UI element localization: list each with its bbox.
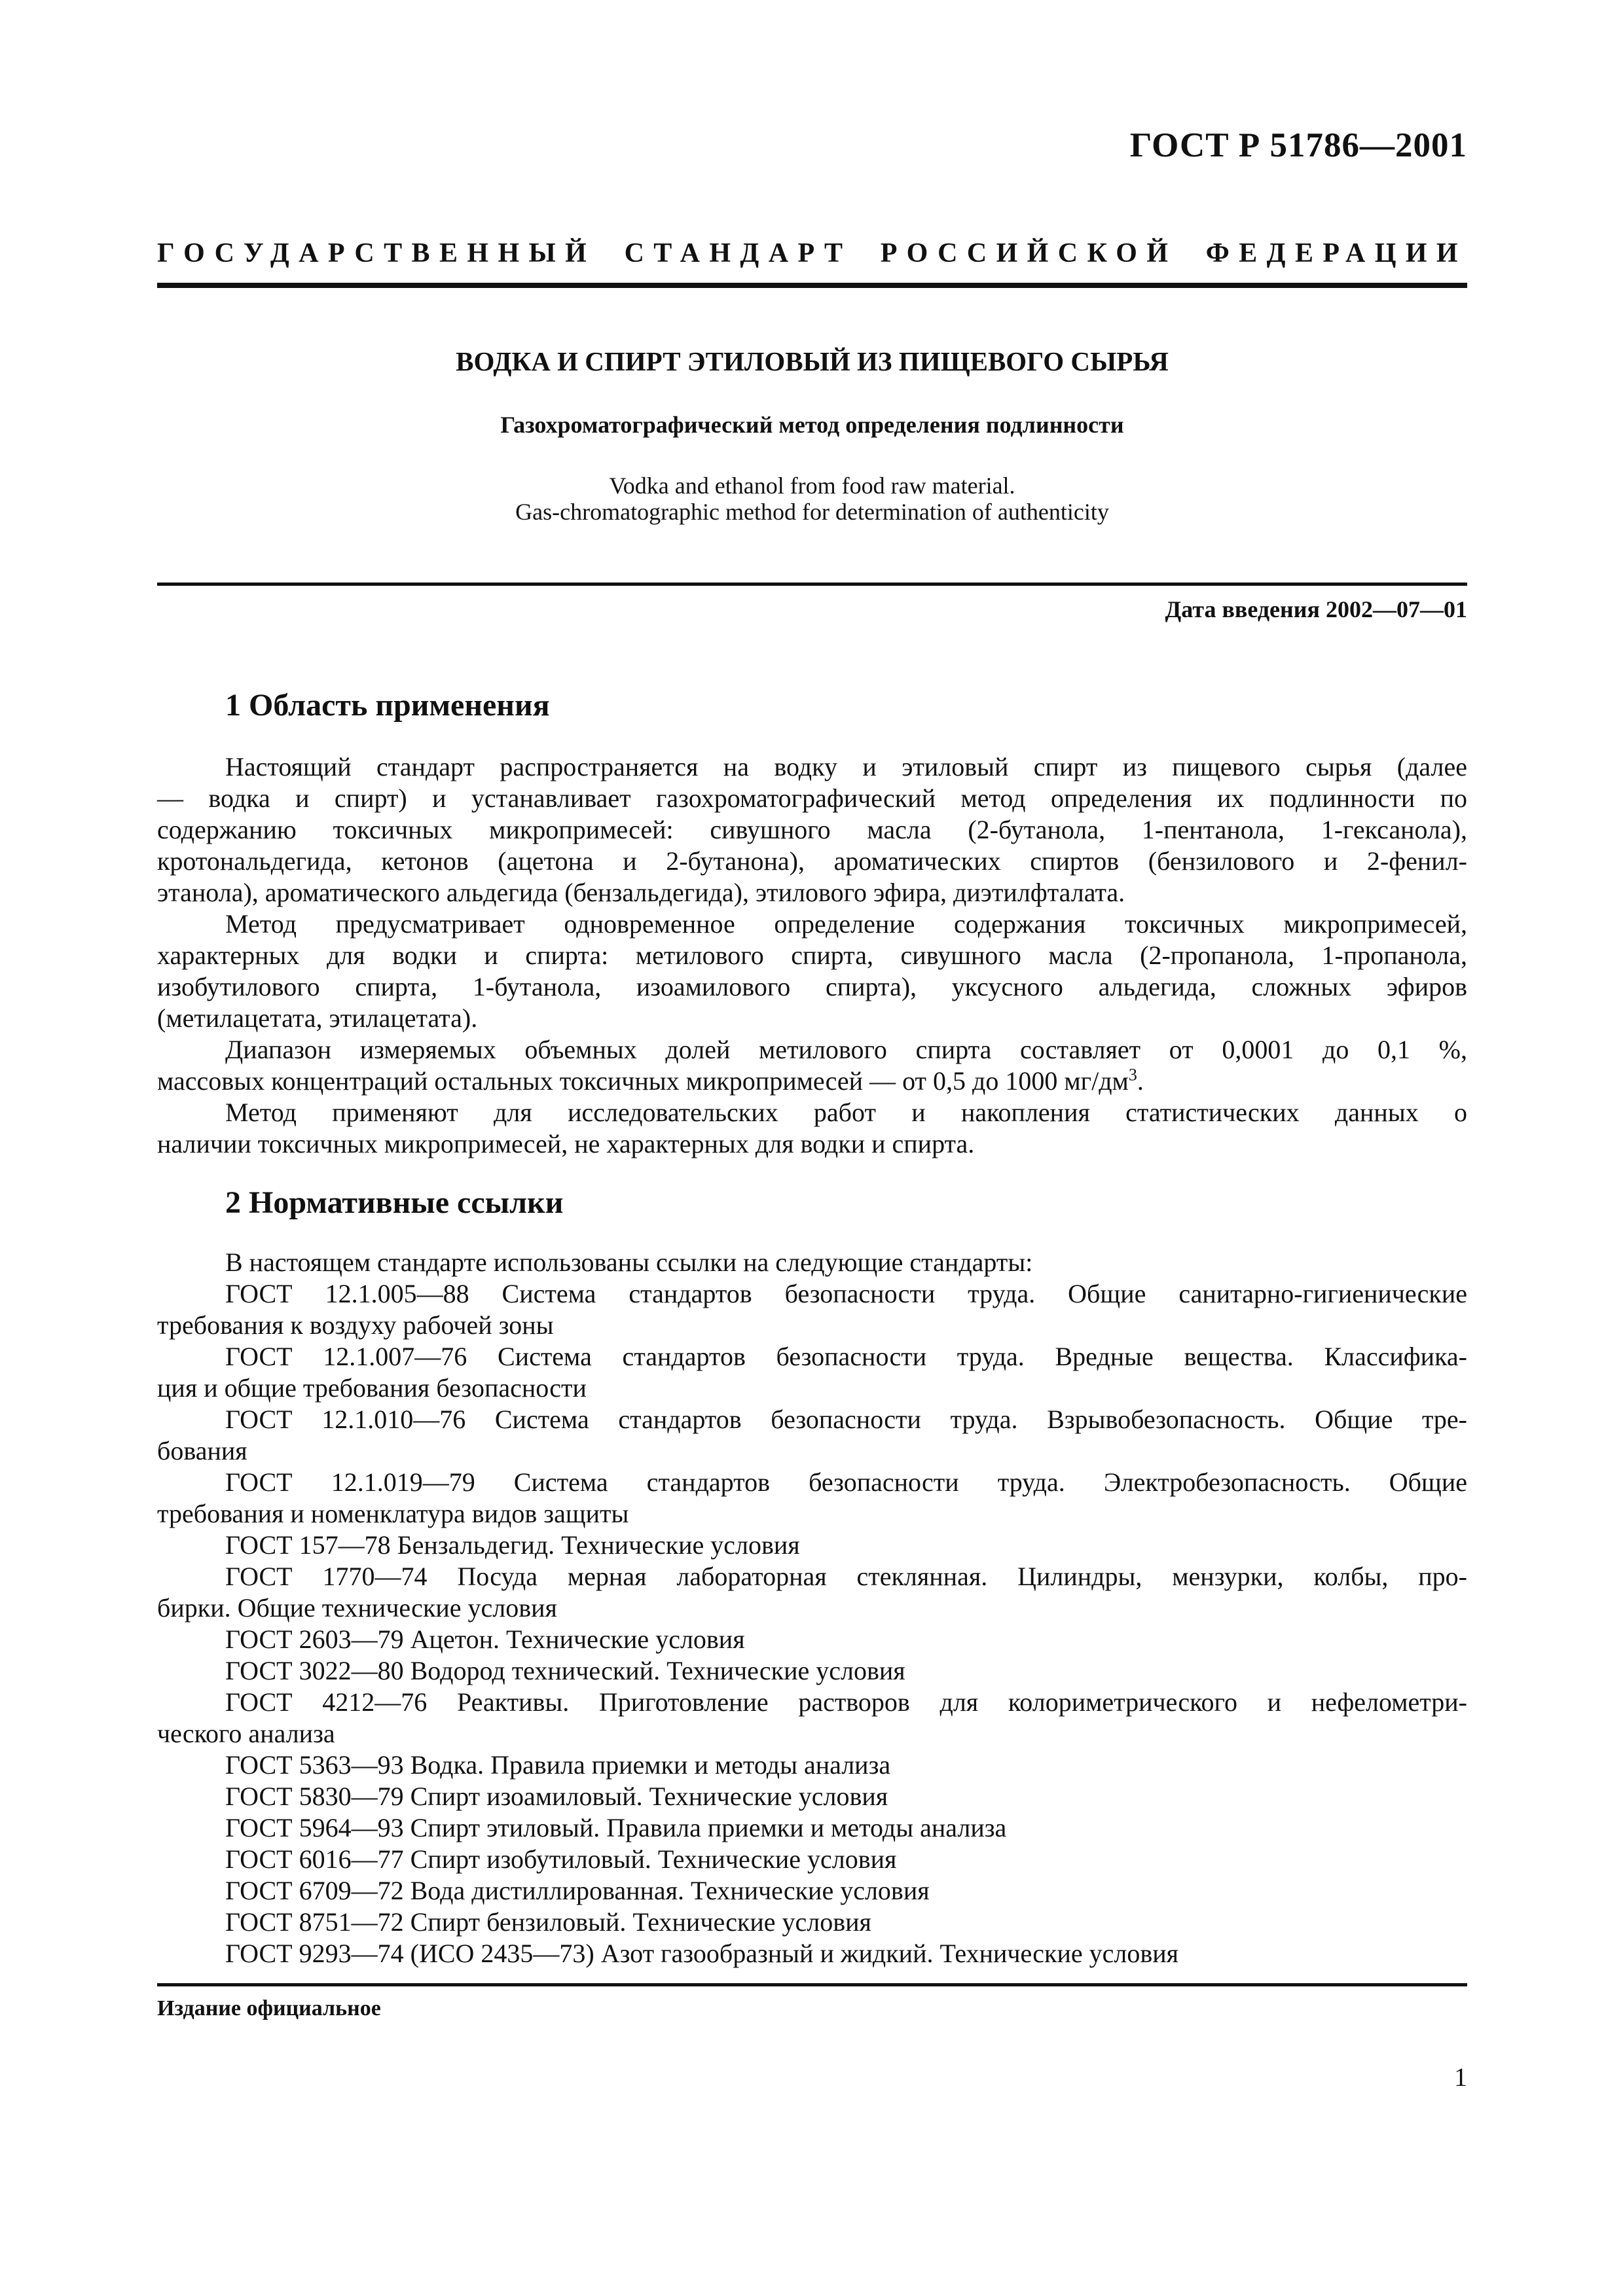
reference-line: ГОСТ 4212—76 Реактивы. Приготовление растворов для колориметрического и нефелометри- <box>225 1687 1467 1717</box>
reference-line: ГОСТ 8751—72 Спирт бензиловый. Технические условия <box>225 1907 871 1937</box>
english-title <box>157 473 1467 525</box>
reference-line: ГОСТ 3022—80 Водород технический. Технические условия <box>225 1656 905 1685</box>
reference-line: ГОСТ 5830—79 Спирт изоамиловый. Технические условия <box>225 1782 888 1811</box>
reference-line: ция и общие требования безопасности <box>157 1373 587 1403</box>
text-line: этанола), ароматического альдегида (бензальдегида), этилового эфира, диэтилфталата. <box>157 878 1125 907</box>
text-fragment: массовых концентраций остальных токсичных микропримесей — от 0,5 до 1000 мг/дм <box>157 1066 1129 1096</box>
reference-line: ГОСТ 12.1.007—76 Система стандартов безопасности труда. Вредные вещества. Классифика- <box>225 1342 1467 1371</box>
text-line: изобутилового спирта, 1-бутанола, изоамилового спирта), уксусного альдегида, сложных эфиров <box>157 972 1467 1001</box>
reference-line: бирки. Общие технические условия <box>157 1593 557 1623</box>
reference-line: ГОСТ 1770—74 Посуда мерная лабораторная стеклянная. Цилиндры, мензурки, колбы, про- <box>225 1562 1467 1591</box>
section-heading-scope: 1 Область применения <box>225 688 550 723</box>
text-line: — водка и спирт) и устанавливает газохроматографический метод определения их подлинности по <box>157 783 1467 813</box>
state-standard-banner: ГОСУДАРСТВЕННЫЙ СТАНДАРТ РОССИЙСКОЙ ФЕДЕРАЦИИ <box>157 238 1467 268</box>
text-line: характерных для водки и спирта: метилового спирта, сивушного масла (2-пропанола, 1-пропанола, <box>157 941 1467 970</box>
reference-line: ГОСТ 2603—79 Ацетон. Технические условия <box>225 1624 745 1654</box>
section-body-references <box>157 1247 1467 1969</box>
document-title: ВОДКА И СПИРТ ЭТИЛОВЫЙ ИЗ ПИЩЕВОГО СЫРЬЯ <box>456 346 1169 376</box>
reference-line: ГОСТ 5363—93 Водка. Правила приемки и методы анализа <box>225 1750 891 1780</box>
page-number: 1 <box>1454 2062 1467 2092</box>
text-line: В настоящем стандарте использованы ссылки на следующие стандарты: <box>225 1247 1033 1277</box>
text-line: (метилацетата, этилацетата). <box>157 1003 478 1033</box>
text-line: Метод предусматривает одновременное определение содержания токсичных микропримесей, <box>225 909 1467 939</box>
reference-line: требования к воздуху рабочей зоны <box>157 1310 554 1340</box>
reference-line: требования и номенклатура видов защиты <box>157 1499 629 1528</box>
reference-line: ГОСТ 5964—93 Спирт этиловый. Правила приемки и методы анализа <box>225 1813 1007 1842</box>
reference-line: ческого анализа <box>157 1719 335 1748</box>
english-title-line: Gas-chromatographic method for determination of authenticity <box>515 499 1109 525</box>
text-line <box>157 1066 1467 1097</box>
text-line: кротональдегида, кетонов (ацетона и 2-бутанона), ароматических спиртов (бензилового и 2-фенил- <box>157 846 1467 876</box>
reference-line: ГОСТ 157—78 Бензальдегид. Технические условия <box>225 1530 800 1560</box>
reference-line: ГОСТ 12.1.010—76 Система стандартов безопасности труда. Взрывобезопасность. Общие тре- <box>225 1405 1467 1434</box>
section-heading-references: 2 Нормативные ссылки <box>225 1185 564 1220</box>
edition-label: Издание официальное <box>157 1996 381 2020</box>
text-line: Диапазон измеряемых объемных долей метилового спирта составляет от 0,0001 до 0,1 %, <box>225 1035 1467 1064</box>
unit-superscript: 3 <box>1128 1065 1137 1085</box>
text-fragment: . <box>1137 1066 1144 1096</box>
introduction-date: Дата введения 2002—07—01 <box>1165 596 1467 622</box>
reference-line: ГОСТ 6709—72 Вода дистиллированная. Технические условия <box>225 1876 930 1905</box>
title-rule <box>157 583 1467 586</box>
reference-line: ГОСТ 12.1.019—79 Система стандартов безопасности труда. Электробезопасность. Общие <box>225 1467 1467 1497</box>
text-line: Настоящий стандарт распространяется на водку и этиловый спирт из пищевого сырья (далее <box>225 752 1467 781</box>
section-body-scope <box>157 751 1467 1160</box>
header-rule <box>157 283 1467 288</box>
text-line: наличии токсичных микропримесей, не характерных для водки и спирта. <box>157 1129 975 1158</box>
document-code: ГОСТ Р 51786—2001 <box>1129 126 1467 164</box>
document-subtitle: Газохроматографический метод определения подлинности <box>500 412 1124 438</box>
text-line: Метод применяют для исследовательских работ и накопления статистических данных о <box>225 1098 1467 1127</box>
reference-line: бования <box>157 1436 247 1465</box>
reference-line: ГОСТ 12.1.005—88 Система стандартов безопасности труда. Общие санитарно-гигиенические <box>225 1279 1467 1308</box>
english-title-line: Vodka and ethanol from food raw material. <box>609 473 1015 499</box>
reference-line: ГОСТ 9293—74 (ИСО 2435—73) Азот газообразный и жидкий. Технические условия <box>225 1939 1179 1968</box>
footer-rule <box>157 1983 1467 1986</box>
text-line: содержанию токсичных микропримесей: сивушного масла (2-бутанола, 1-пентанола, 1-гексанола), <box>157 815 1467 844</box>
reference-line: ГОСТ 6016—77 Спирт изобутиловый. Технические условия <box>225 1844 897 1874</box>
